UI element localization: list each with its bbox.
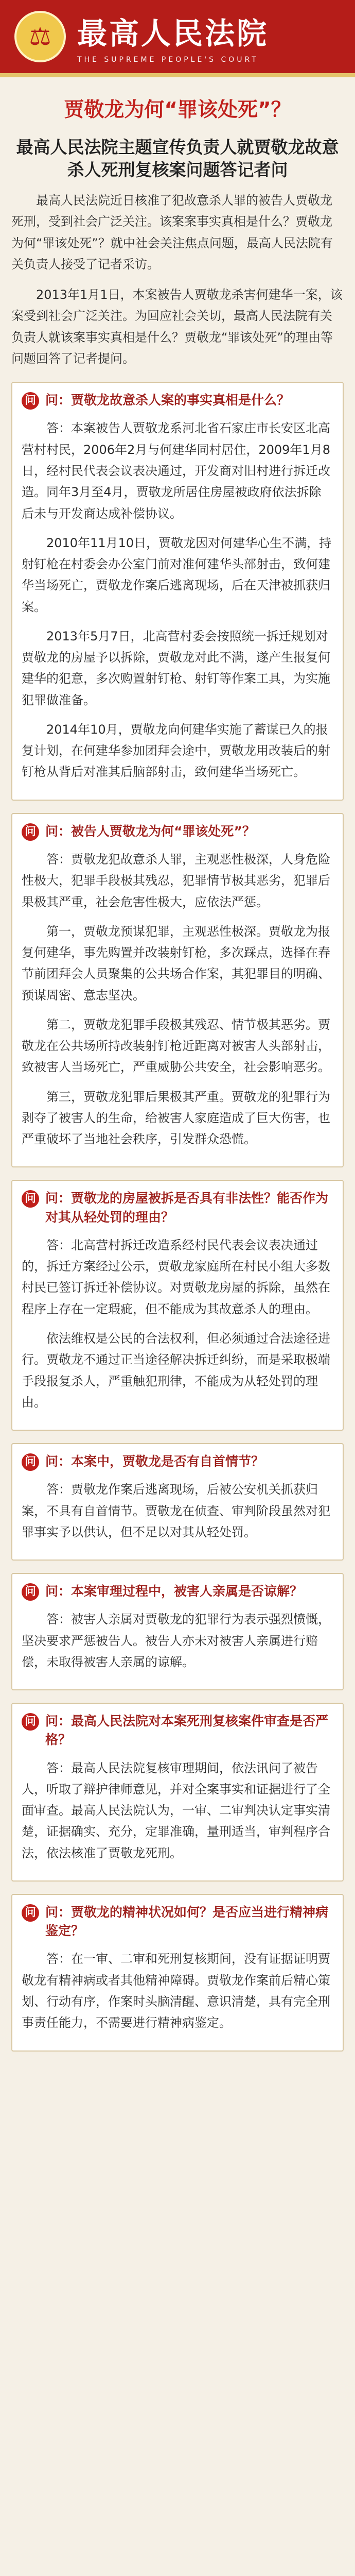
question	[22, 1712, 333, 1750]
site-title-en: THE SUPREME PEOPLE'S COURT	[77, 56, 259, 64]
answer	[22, 1948, 333, 2033]
qa-block	[11, 382, 344, 801]
question	[22, 1189, 333, 1227]
article-heading	[0, 77, 355, 190]
answer-paragraph: 答：最高人民法院复核审理期间，依法讯问了被告人，听取了辩护律师意见，并对全案事实和证据进行了全面审查。最高人民法院认为，一审、二审判决认定事实清楚，证据确实、充分，定罪准确，量刑适当，审判程序合法，依法核准了贾敬龙死刑。	[22, 1760, 330, 1860]
intro-paragraph: 2013年1月1日，本案被告人贾敬龙杀害何建华一案，该案受到社会广泛关注。为回应社会关切，最高人民法院有关负责人就该案事实真相是什么？贾敬龙“罪该处死”的理由等问题回答了记者提问。	[11, 287, 343, 366]
article-subtitle: 最高人民法院主题宣传负责人就贾敬龙故意杀人死刑复核案问题答记者问	[16, 137, 339, 180]
answer	[22, 849, 333, 1150]
question	[22, 1903, 333, 1941]
question-text: 问：本案中，贾敬龙是否有自首情节？	[45, 1454, 264, 1469]
answer	[22, 1235, 333, 1413]
answer-paragraph: 答：被害人亲属对贾敬龙的犯罪行为表示强烈愤慨，坚决要求严惩被告人。被告人亦未对被害人亲属进行赔偿，未取得被害人亲属的谅解。	[22, 1612, 330, 1669]
qa-block	[11, 1443, 344, 1561]
brand	[77, 9, 269, 64]
answer-paragraph: 答：贾敬龙作案后逃离现场，后被公安机关抓获归案，不具有自首情节。贾敬龙在侦查、审判阶段虽然对犯罪事实予以供认，但不足以对其从轻处罚。	[22, 1482, 330, 1539]
answer	[22, 1609, 333, 1673]
qa-block	[11, 813, 344, 1168]
question-icon: 问	[22, 823, 39, 841]
answer-paragraph: 2013年5月7日，北高营村委会按照统一拆迁规划对贾敬龙的房屋予以拆除，贾敬龙对此不满，遂产生报复何建华的犯意，多次购置射钉枪、射钉等作案工具，为实施犯罪做准备。	[22, 629, 330, 707]
article-title: 贾敬龙为何“罪该处死”？	[64, 98, 291, 122]
answer-paragraph: 2014年10月，贾敬龙向何建华实施了蓄谋已久的报复计划，在何建华参加团拜会途中，贾敬龙用改装后的射钉枪从背后对准其后脑部射击，致何建华当场死亡。	[22, 722, 330, 779]
site-title-cn: 最高人民法院	[77, 16, 269, 51]
question-text: 问：贾敬龙的精神状况如何？是否应当进行精神病鉴定？	[45, 1904, 329, 1939]
question-text: 问：贾敬龙故意杀人案的事实真相是什么？	[45, 393, 290, 408]
qa-block	[11, 1894, 344, 2052]
question-icon: 问	[22, 1190, 39, 1208]
answer-paragraph: 答：贾敬龙犯故意杀人罪，主观恶性极深，人身危险性极大，犯罪手段极其残忍，犯罪情节极其恶劣，犯罪后果极其严重，社会危害性极大，应依法严惩。	[22, 852, 330, 909]
question	[22, 391, 333, 410]
question-text: 问：本案审理过程中，被害人亲属是否谅解？	[45, 1584, 303, 1599]
answer-paragraph: 2010年11月10日，贾敬龙因对何建华心生不满，持射钉枪在村委会办公室门前对准何建华头部射击，致何建华当场死亡，贾敬龙作案后逃离现场，后在天津被抓获归案。	[22, 535, 332, 614]
question-text: 问：最高人民法院对本案死刑复核案件审查是否严格？	[45, 1714, 329, 1748]
answer-paragraph: 第二，贾敬龙犯罪手段极其残忍、情节极其恶劣。贾敬龙在公共场所持改装射钉枪近距离对被害人头部射击，致被害人当场死亡，严重威胁公共安全，社会影响恶劣。	[22, 1017, 330, 1075]
question-icon: 问	[22, 1583, 39, 1601]
question	[22, 822, 333, 841]
answer-paragraph: 第一，贾敬龙预谋犯罪，主观恶性极深。贾敬龙为报复何建华，事先购置并改装射钉枪，多次踩点，选择在春节前团拜会人员聚集的公共场合作案，其犯罪目的明确、预谋周密、意志坚决。	[22, 924, 330, 1003]
question-icon: 问	[22, 1904, 39, 1922]
answer	[22, 1479, 333, 1543]
question	[22, 1582, 333, 1601]
answer	[22, 418, 333, 783]
answer-paragraph: 答：在一审、二审和死刑复核期间，没有证据证明贾敬龙有精神病或者其他精神障碍。贾敬龙作案前后精心策划、行动有序，作案时头脑清醒、意识清楚，具有完全刑事责任能力，不需要进行精神病鉴定。	[22, 1952, 330, 2030]
qa-block	[11, 1573, 344, 1690]
qa-block	[11, 1180, 344, 1431]
answer-paragraph: 依法维权是公民的合法权利，但必须通过合法途径进行。贾敬龙不通过正当途径解决拆迁纠纷，而是采取极端手段报复杀人，严重触犯刑律，不能成为从轻处罚的理由。	[22, 1331, 330, 1410]
answer-paragraph: 答：北高营村拆迁改造系经村民代表会议表决通过的，拆迁方案经过公示，贾敬龙家庭所在村民小组大多数村民已签订拆迁补偿协议。对贾敬龙房屋的拆除，虽然在程序上存在一定瑕疵，但不能成为其故意杀人的理由。	[22, 1238, 330, 1316]
question-text: 问：被告人贾敬龙为何“罪该处死”？	[45, 823, 255, 839]
qa-block	[11, 1703, 344, 1882]
answer-paragraph: 答：本案被告人贾敬龙系河北省石家庄市长安区北高营村村民，2006年2月与何建华同村居住，2009年1月8日，经村民代表会议表决通过，开发商对旧村进行拆迁改造。同年3月至4月，贾敬龙所居住房屋被政府依法拆除后未与开发商达成补偿协议。	[22, 421, 330, 521]
question-icon: 问	[22, 1713, 39, 1731]
intro-paragraph: 最高人民法院近日核准了犯故意杀人罪的被告人贾敬龙死刑，受到社会广泛关注。该案案事实真相是什么？贾敬龙为何“罪该处死”？就中社会关注焦点问题，最高人民法院有关负责人接受了记者采访。	[11, 193, 333, 272]
site-header	[0, 0, 355, 77]
answer-paragraph: 第三，贾敬龙犯罪后果极其严重。贾敬龙的犯罪行为剥夺了被害人的生命，给被害人家庭造成了巨大伤害，也严重破坏了当地社会秩序，引发群众恐慌。	[22, 1089, 330, 1147]
answer	[22, 1758, 333, 1864]
court-emblem-icon: ⚖	[14, 11, 66, 62]
question-icon: 问	[22, 1453, 39, 1471]
question-icon: 问	[22, 392, 39, 410]
article-content	[0, 190, 355, 2051]
question-text: 问：贾敬龙的房屋被拆是否具有非法性？能否作为对其从轻处罚的理由？	[45, 1191, 329, 1225]
question	[22, 1452, 333, 1471]
